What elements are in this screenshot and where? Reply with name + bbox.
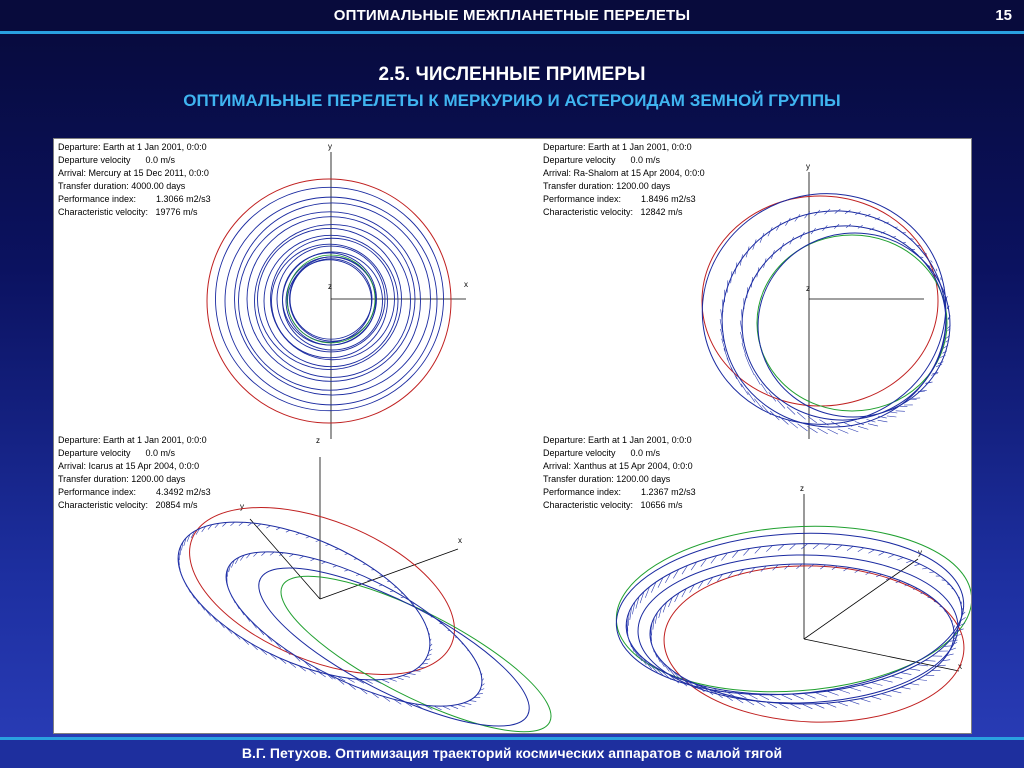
- footer-text: В.Г. Петухов. Оптимизация траекторий космических аппаратов с малой тягой: [241, 745, 783, 761]
- thrust-vectors: [720, 209, 950, 434]
- panel-info-xanthus: [543, 434, 696, 512]
- arrival-text: Arrival: Icarus at 15 Apr 2004, 0:0:0: [58, 461, 200, 471]
- arrival-text: Arrival: Xanthus at 15 Apr 2004, 0:0:0: [543, 461, 693, 471]
- performance-index-text: Performance index: 1.2367 m2/s3: [543, 487, 696, 497]
- characteristic-velocity-text: Characteristic velocity: 20854 m/s: [58, 500, 198, 510]
- departure-velocity-text: Departure velocity 0.0 m/s: [543, 155, 661, 165]
- z-axis-label: z: [328, 282, 332, 291]
- z-axis-label: z: [800, 484, 804, 493]
- target-orbit: [611, 515, 971, 703]
- characteristic-velocity-text: Characteristic velocity: 10656 m/s: [543, 500, 683, 510]
- performance-index-text: Performance index: 1.8496 m2/s3: [543, 194, 696, 204]
- trajectory-loop: [705, 193, 963, 445]
- panel-info-icarus: [58, 434, 211, 512]
- transfer-duration-text: Transfer duration: 1200.00 days: [543, 474, 671, 484]
- departure-velocity-text: Departure velocity 0.0 m/s: [543, 448, 661, 458]
- trajectory-loop: [729, 213, 958, 434]
- departure-text: Departure: Earth at 1 Jan 2001, 0:0:0: [543, 435, 692, 445]
- header-bar: [0, 0, 1024, 32]
- y-axis-label: y: [806, 162, 810, 171]
- transfer-duration-text: Transfer duration: 1200.00 days: [543, 181, 671, 191]
- departure-velocity-text: Departure velocity 0.0 m/s: [58, 448, 176, 458]
- thrust-vectors: [740, 224, 950, 426]
- x-axis-label: x: [958, 662, 962, 671]
- transfer-duration-text: Transfer duration: 4000.00 days: [58, 181, 186, 191]
- trajectory-loop: [749, 223, 959, 426]
- z-axis-label: z: [316, 436, 320, 445]
- departure-text: Departure: Earth at 1 Jan 2001, 0:0:0: [58, 142, 207, 152]
- x-axis: [804, 639, 959, 671]
- arrival-text: Arrival: Ra-Shalom at 15 Apr 2004, 0:0:0: [543, 168, 705, 178]
- trajectory-loop: [240, 539, 548, 733]
- panel-info-mercury: [58, 141, 211, 219]
- y-axis-label: y: [240, 502, 244, 511]
- trajectory-loop: [283, 252, 383, 350]
- trajectory-loop: [155, 489, 452, 712]
- slide-number: 15: [995, 7, 1012, 24]
- x-axis-label: x: [458, 536, 462, 545]
- slide-title: 2.5. ЧИСЛЕННЫЕ ПРИМЕРЫ: [378, 64, 646, 85]
- y-axis: [250, 519, 320, 599]
- panel-info-ra-shalom: [543, 141, 705, 219]
- x-axis: [320, 549, 458, 599]
- departure-text: Departure: Earth at 1 Jan 2001, 0:0:0: [543, 142, 692, 152]
- transfer-duration-text: Transfer duration: 1200.00 days: [58, 474, 186, 484]
- trajectory-loop: [205, 521, 502, 733]
- slide-subtitle: ОПТИМАЛЬНЫЕ ПЕРЕЛЕТЫ К МЕРКУРИЮ И АСТЕРОИДАМ ЗЕМНОЙ ГРУППЫ: [183, 91, 841, 110]
- header-title: ОПТИМАЛЬНЫЕ МЕЖПЛАНЕТНЫЕ ПЕРЕЛЕТЫ: [333, 7, 691, 24]
- header-divider: [0, 31, 1024, 34]
- performance-index-text: Performance index: 1.3066 m2/s3: [58, 194, 211, 204]
- thrust-vectors: [626, 544, 965, 700]
- footer-bar: [0, 740, 1024, 768]
- departure-text: Departure: Earth at 1 Jan 2001, 0:0:0: [58, 435, 207, 445]
- x-axis-label: x: [464, 280, 468, 289]
- earth-orbit: [207, 179, 451, 423]
- departure-velocity-text: Departure velocity 0.0 m/s: [58, 155, 176, 165]
- z-axis-label: z: [806, 284, 810, 293]
- characteristic-velocity-text: Characteristic velocity: 19776 m/s: [58, 207, 198, 217]
- y-axis-label: y: [328, 142, 332, 151]
- characteristic-velocity-text: Characteristic velocity: 12842 m/s: [543, 207, 683, 217]
- trajectory-loop: [611, 522, 969, 706]
- trajectory-figure: [53, 138, 972, 734]
- arrival-text: Arrival: Mercury at 15 Dec 2011, 0:0:0: [58, 168, 209, 178]
- target-orbit: [263, 548, 568, 733]
- y-axis-label: y: [918, 548, 922, 557]
- performance-index-text: Performance index: 4.3492 m2/s3: [58, 487, 211, 497]
